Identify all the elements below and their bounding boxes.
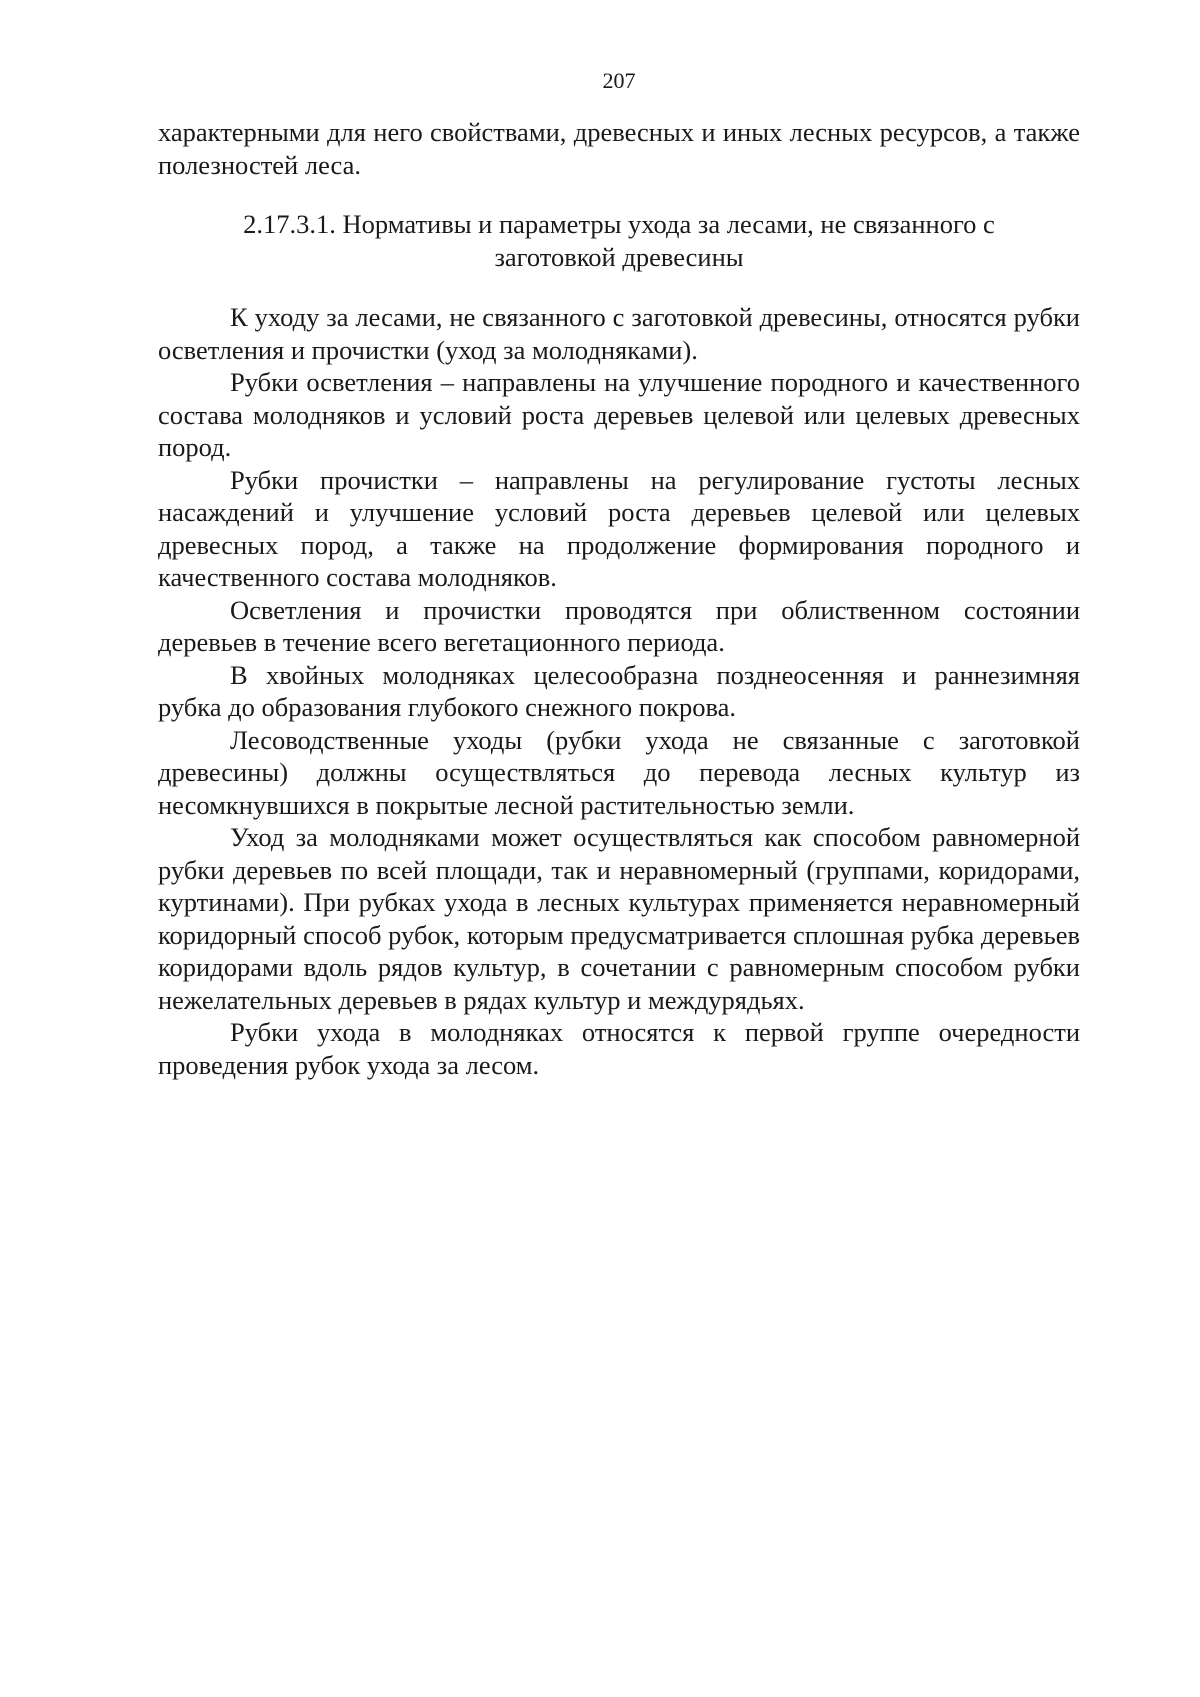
paragraph-clarification-cuttings: Рубки осветления – направлены на улучшение породного и качественного состава молодняков и условий роста деревьев целевой или целевых древесных пород. (158, 367, 1080, 462)
intro-paragraph: характерными для него свойствами, древесных и иных лесных ресурсов, а также полезностей леса. (158, 117, 1080, 180)
paragraph-care-methods: Уход за молодняками может осуществляться как способом равномерной рубки деревьев по всей площади, так и неравномерный (группами, коридорами, куртинами). При рубках ухода в лесных культурах применяется неравномерный коридорный способ рубок, которым предусматривается сплошная рубка деревьев коридорами вдоль рядов культур, в сочетании с равномерным способом рубки нежелательных деревьев в рядах культур и междурядьях. (158, 822, 1080, 1015)
paragraph-conifer-young-stands: В хвойных молодняках целесообразна позднеосенняя и раннезимняя рубка до образования глубокого снежного покрова. (158, 659, 1080, 722)
section-heading (158, 208, 1080, 273)
paragraph-timing: Осветления и прочистки проводятся при облиственном состоянии деревьев в течение всего вегетационного периода. (158, 594, 1080, 657)
section-heading-line-2: заготовкой древесины (494, 241, 744, 272)
paragraph-silvicultural-care: Лесоводственные уходы (рубки ухода не связанные с заготовкой древесины) должны осуществляться до перевода лесных культур из несомкнувшихся в покрытые лесной растительностью земли. (158, 724, 1080, 820)
paragraph-care-definition: К уходу за лесами, не связанного с заготовкой древесины, относятся рубки осветления и прочистки (уход за молодняками). (158, 302, 1080, 365)
paragraph-cleaning-cuttings: Рубки прочистки – направлены на регулирование густоты лесных насаждений и улучшение условий роста деревьев целевой или целевых древесных пород, а также на продолжение формирования породного и качественного состава молодняков. (158, 464, 1080, 592)
section-heading-line-1: 2.17.3.1. Нормативы и параметры ухода за лесами, не связанного с (243, 209, 995, 239)
paragraph-priority-group: Рубки ухода в молодняках относятся к первой группе очередности проведения рубок ухода за лесом. (158, 1017, 1080, 1080)
page-number: 207 (602, 68, 636, 93)
document-page (158, 68, 1080, 1081)
